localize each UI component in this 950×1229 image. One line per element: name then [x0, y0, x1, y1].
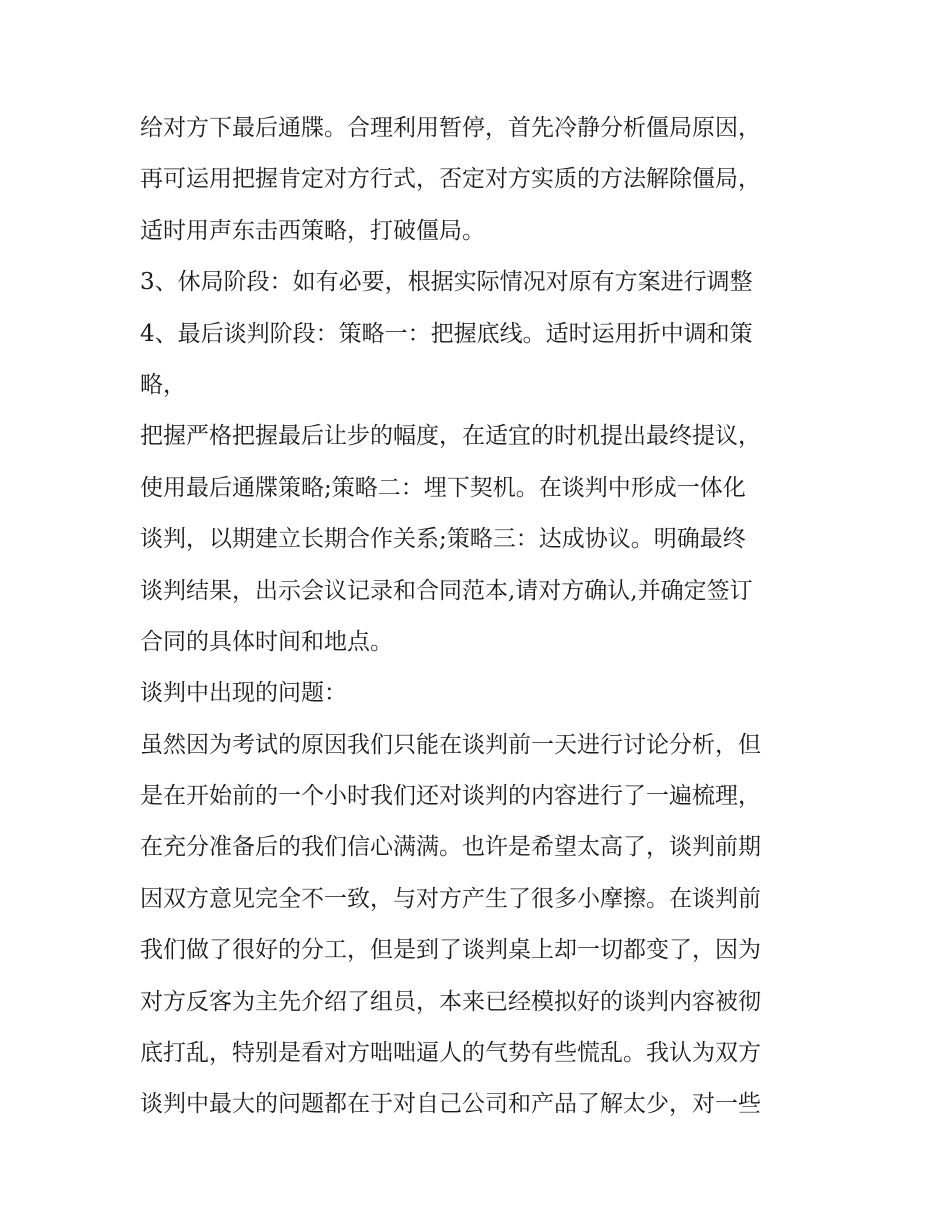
- text-line: 谈判，以期建立长期合作关系;策略三：达成协议。明确最终: [140, 526, 746, 553]
- text-line: 再可运用把握肯定对方行式，否定对方实质的方法解除僵局，: [140, 166, 761, 193]
- text-line: 4、最后谈判阶段：策略一：把握底线。适时运用折中调和策: [140, 320, 753, 347]
- document-text: [140, 103, 820, 1131]
- text-line: 谈判结果，出示会议记录和合同范本,请对方确认,并确定签订: [140, 577, 753, 604]
- text-line: 对方反客为主先介绍了组员，本来已经模拟好的谈判内容被彻: [140, 988, 761, 1015]
- text-line: 谈判中最大的问题都在于对自己公司和产品了解太少，对一些: [140, 1091, 761, 1118]
- text-line: 因双方意见完全不一致，与对方产生了很多小摩擦。在谈判前: [140, 885, 761, 912]
- section-heading: 谈判中出现的问题：: [140, 680, 347, 707]
- text-line: 底打乱，特别是看对方咄咄逼人的气势有些慌乱。我认为双方: [140, 1040, 761, 1067]
- text-line: 使用最后通牒策略;策略二：埋下契机。在谈判中形成一体化: [140, 474, 746, 501]
- text-line: 3、休局阶段：如有必要，根据实际情况对原有方案进行调整: [140, 269, 753, 296]
- text-line: 给对方下最后通牒。合理利用暂停，首先冷静分析僵局原因，: [140, 115, 761, 141]
- text-line: 虽然因为考试的原因我们只能在谈判前一天进行讨论分析，但: [140, 731, 761, 758]
- text-line: 适时用声东击西策略，打破僵局。: [140, 217, 485, 244]
- text-line: 是在开始前的一个小时我们还对谈判的内容进行了一遍梳理，: [140, 783, 761, 810]
- text-line: 在充分准备后的我们信心满满。也许是希望太高了，谈判前期: [140, 834, 761, 861]
- text-line: 合同的具体时间和地点。: [140, 628, 393, 655]
- text-line: 把握严格把握最后让步的幅度，在适宜的时机提出最终提议，: [140, 423, 761, 450]
- text-line: 略，: [140, 371, 186, 398]
- text-line: 我们做了很好的分工，但是到了谈判桌上却一切都变了，因为: [140, 937, 761, 964]
